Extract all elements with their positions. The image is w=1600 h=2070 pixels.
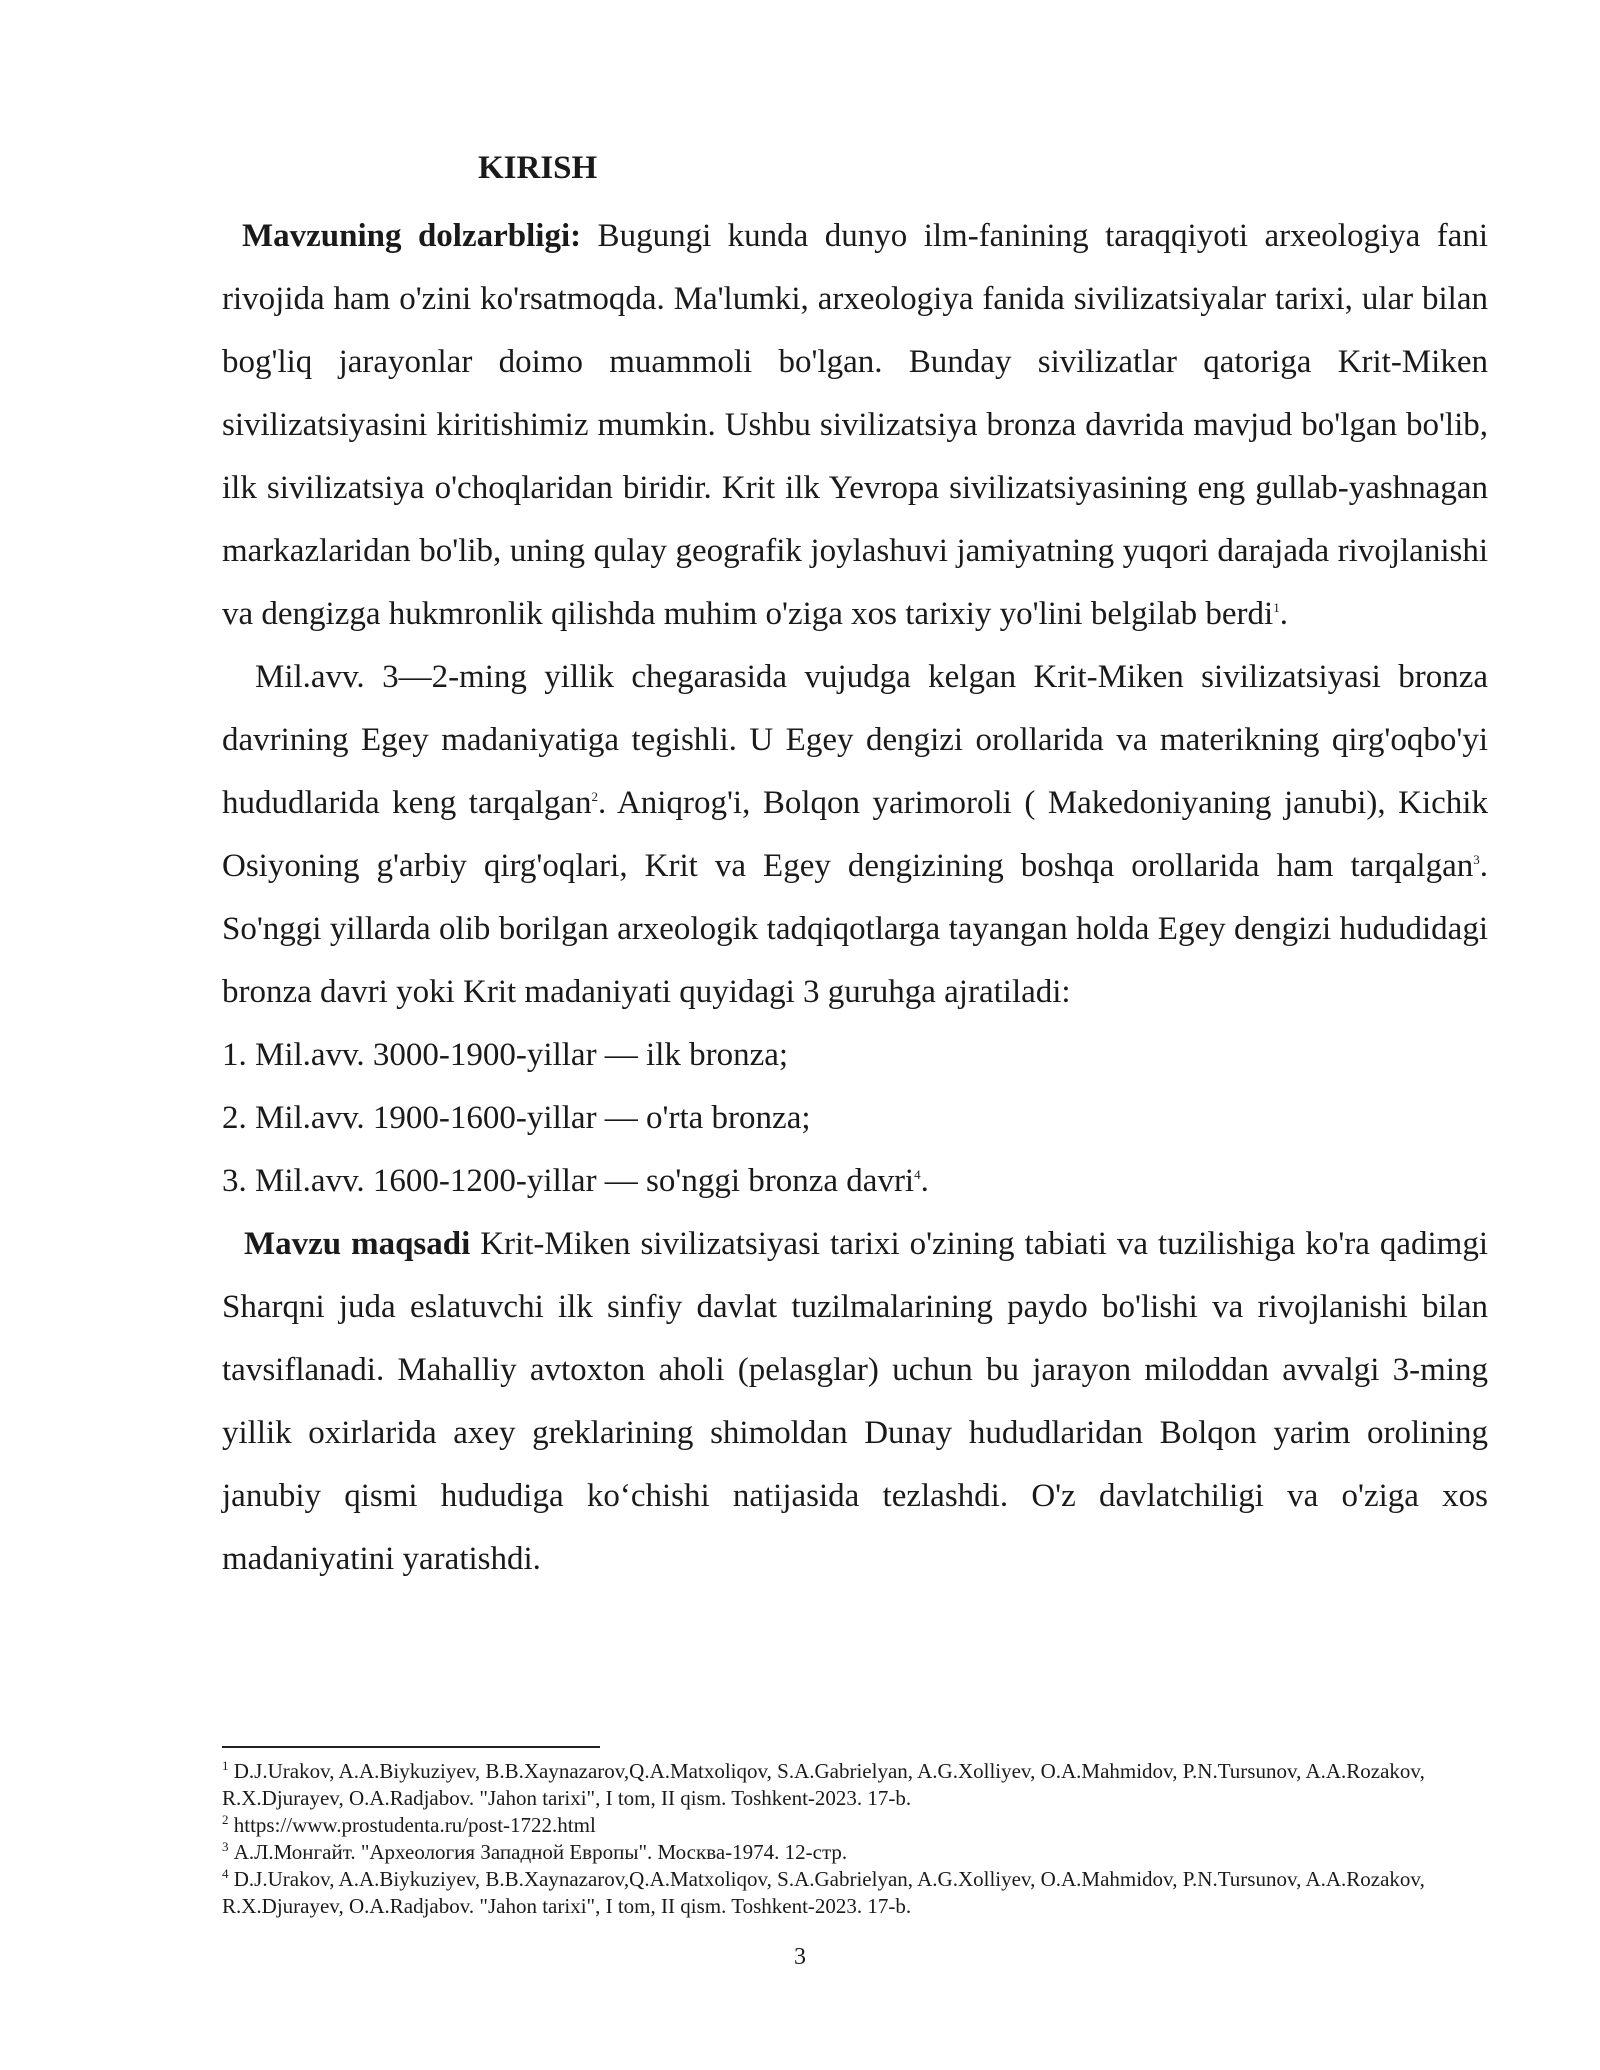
page-number: 3 [794,1944,806,1970]
relevance-paragraph [222,205,1488,646]
bronze-age-paragraph [222,646,1488,1024]
section-heading: KIRISH [478,150,598,186]
list-item [222,1150,1488,1213]
list-item: 2. Mil.avv. 1900-1600-yillar — o'rta bronza; [222,1100,811,1136]
list-item: 1. Mil.avv. 3000-1900-yillar — ilk bronza; [222,1037,789,1073]
purpose-label: Mavzu maqsadi [244,1226,471,1262]
bronze-age-text-3: . So'nggi yillarda olib borilgan arxeologik tadqiqotlarga tayangan holda Egey dengizi hududidagi bronza davri yoki Krit madaniyati quyidagi 3 guruhga ajratiladi: [222,848,1488,1010]
footnote-3 [222,1839,1488,1866]
footnote-link[interactable]: https://www.prostudenta.ru/post-1722.html [228,1813,596,1837]
footnote-2 [222,1812,1488,1839]
footnote-4 [222,1866,1488,1920]
footnote-ref-4[interactable]: 4 [914,1167,921,1182]
list-item-text: 3. Mil.avv. 1600-1200-yillar — so'nggi bronza davri [222,1163,915,1199]
list-item-tail: . [920,1163,929,1199]
footnote-ref-3[interactable]: 3 [1473,852,1480,867]
footnote-separator [222,1746,600,1748]
bronze-age-text-2: . Aniqrog'i, Bolqon yarimoroli ( Makedoniyaning janubi), Kichik Osiyoning g'arbiy qirg'oqlari, Krit va Egey dengizining boshqa orollarida ham tarqalgan [222,785,1488,884]
footnote-number: 4 [222,1866,229,1881]
bronze-age-text-1: Mil.avv. 3—2-ming yillik chegarasida vujudga kelgan Krit-Miken sivilizatsiyasi bronza davrining Egey madaniyatiga tegishli. U Egey dengizi orollarida va materikning qirg'oqbo'yi hududlarida keng tarqalgan [222,659,1488,821]
purpose-paragraph [222,1213,1488,1591]
footnote-1 [222,1758,1488,1812]
footnote-number: 1 [222,1758,229,1773]
relevance-label: Mavzuning dolzarbligi: [242,218,582,254]
footnote-ref-1[interactable]: 1 [1273,600,1280,615]
footnote-text: D.J.Urakov, A.A.Biykuziyev, B.B.Xaynazarov,Q.A.Matxoliqov, S.A.Gabrielyan, A.G.Xolliyev, O.A.Mahmidov, P.N.Tursunov, A.A.Rozakov, R.X.Djurayev, O.A.Radjabov. "Jahon tarixi", I tom, II qism. Toshkent-2023. 17-b. [222,1867,1425,1918]
footnote-number: 3 [222,1839,229,1854]
relevance-text: Bugungi kunda dunyo ilm-fanining taraqqiyoti arxeologiya fani rivojida ham o'zini ko'rsatmoqda. Ma'lumki, arxeologiya fanida sivilizatsiyalar tarixi, ular bilan bog'liq jarayonlar doimo muammoli bo'lgan. Bunday sivilizatlar qatoriga Krit-Miken sivilizatsiyasini kiritishimiz mumkin. Ushbu sivilizatsiya bronza davrida mavjud bo'lgan bo'lib, ilk sivilizatsiya o'choqlaridan biridir. Krit ilk Yevropa sivilizatsiyasining eng gullab-yashnagan markazlaridan bo'lib, uning qulay geografik joylashuvi jamiyatning yuqori darajada rivojlanishi va dengizga hukmronlik qilishda muhim o'ziga xos tarixiy yo'lini belgilab berdi [222,218,1488,632]
footnote-text: D.J.Urakov, A.A.Biykuziyev, B.B.Xaynazarov,Q.A.Matxoliqov, S.A.Gabrielyan, A.G.Xolliyev, O.A.Mahmidov, P.N.Tursunov, A.A.Rozakov, R.X.Djurayev, O.A.Radjabov. "Jahon tarixi", I tom, II qism. Toshkent-2023. 17-b. [222,1759,1425,1810]
relevance-tail: . [1279,596,1288,632]
body-text [222,205,1488,1591]
purpose-text: Krit-Miken sivilizatsiyasi tarixi o'zining tabiati va tuzilishiga ko'ra qadimgi Sharqni juda eslatuvchi ilk sinfiy davlat tuzilmalarining paydo bo'lishi va rivojlanishi bilan tavsiflanadi. Mahalliy avtoxton aholi (pelasglar) uchun bu jarayon miloddan avvalgi 3-ming yillik oxirlarida axey greklarining shimoldan Dunay hududlaridan Bolqon yarim orolining janubiy qismi hududiga ko‘chishi natijasida tezlashdi. O'z davlatchiligi va o'ziga xos madaniyatini yaratishdi. [222,1226,1488,1577]
footnote-ref-2[interactable]: 2 [591,789,599,804]
footnote-number: 2 [222,1812,229,1827]
footnotes [222,1758,1488,1920]
footnote-text: А.Л.Монгайт. "Археология Западной Европы". Москва-1974. 12-стр. [228,1840,848,1864]
